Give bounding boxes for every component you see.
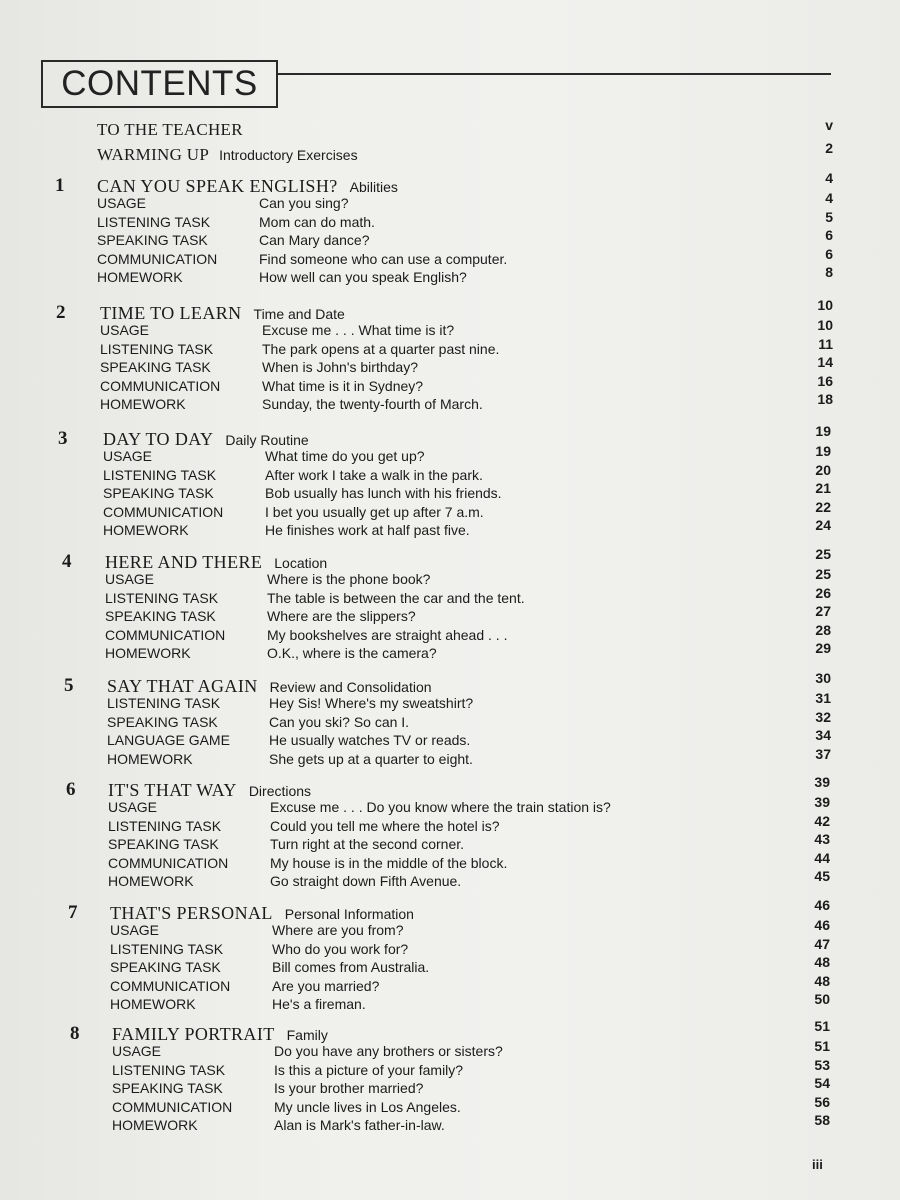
chapter-title	[100, 303, 345, 324]
lesson-description: My bookshelves are straight ahead . . .	[267, 626, 508, 643]
chapter-title	[105, 552, 327, 573]
lesson-description: He's a fireman.	[272, 996, 366, 1013]
lesson-section: HOMEWORK	[100, 396, 186, 413]
chapter-topic: Directions	[248, 783, 312, 799]
lesson-section: COMMUNICATION	[108, 854, 229, 871]
lesson-section: HOMEWORK	[105, 645, 191, 662]
chapter-title	[110, 903, 414, 924]
chapter-number: 1	[55, 175, 65, 196]
lesson-description: Bill comes from Australia.	[272, 959, 430, 976]
front-entry-warming-up	[97, 145, 358, 165]
page-number: 8	[825, 264, 833, 281]
lesson-section: COMMUNICATION	[110, 977, 231, 994]
lesson-section: LISTENING TASK	[112, 1061, 226, 1078]
chapter-number: 4	[62, 551, 72, 572]
page-number: 4	[825, 170, 833, 186]
page-number: 14	[817, 354, 833, 371]
chapter-name: FAMILY PORTRAIT	[112, 1024, 275, 1044]
page-number: 20	[815, 461, 831, 478]
lesson-section: LISTENING TASK	[110, 940, 224, 957]
chapter-number: 3	[58, 428, 68, 449]
lesson-section: USAGE	[108, 799, 158, 815]
lesson-description: Hey Sis! Where's my sweatshirt?	[269, 695, 474, 711]
page-number: 24	[815, 517, 831, 534]
lesson-description: Where is the phone book?	[267, 571, 431, 587]
page-number: 46	[814, 917, 830, 933]
chapter-topic: Location	[274, 555, 328, 571]
lesson-description: Is this a picture of your family?	[274, 1061, 464, 1078]
page-number: 6	[825, 227, 833, 244]
page-number: 45	[814, 868, 830, 885]
page-number: v	[825, 117, 833, 133]
page-number: 11	[818, 335, 833, 352]
lesson-description: The park opens at a quarter past nine.	[262, 340, 500, 357]
page-number: 48	[814, 972, 830, 989]
lesson-description: How well can you speak English?	[259, 269, 467, 286]
chapter-title	[97, 176, 398, 197]
chapter-name: SAY THAT AGAIN	[107, 676, 258, 696]
page-number: 29	[815, 640, 831, 657]
lesson-section: LISTENING TASK	[108, 817, 222, 834]
lesson-description: My uncle lives in Los Angeles.	[274, 1098, 461, 1115]
page-number: 44	[814, 849, 830, 866]
lesson-section: SPEAKING TASK	[105, 608, 216, 625]
lesson-description: Sunday, the twenty-fourth of March.	[262, 396, 483, 413]
lesson-section: LISTENING TASK	[107, 695, 221, 711]
lesson-description: The table is between the car and the tent.	[267, 589, 525, 606]
lesson-section: HOMEWORK	[97, 269, 183, 286]
page-number: 34	[815, 727, 831, 744]
page-number: 46	[814, 897, 830, 913]
lesson-description: Can you ski? So can I.	[269, 713, 410, 730]
chapter-topic: Review and Consolidation	[269, 679, 432, 695]
lesson-description: What time is it in Sydney?	[262, 377, 424, 394]
page-number: 37	[815, 745, 831, 762]
page-number: 51	[814, 1038, 830, 1054]
page-number: 51	[814, 1018, 830, 1034]
lesson-section: COMMUNICATION	[100, 377, 221, 394]
folio-page-number: iii	[812, 1157, 823, 1172]
chapter-number: 7	[68, 902, 78, 923]
lesson-section: COMMUNICATION	[103, 503, 224, 520]
chapter-name: THAT'S PERSONAL	[110, 903, 273, 923]
page-number: 47	[814, 935, 830, 952]
lesson-description: Can Mary dance?	[259, 232, 370, 249]
page-number: 28	[815, 621, 831, 638]
chapter-number: 6	[66, 779, 76, 800]
page-number: 27	[815, 603, 831, 620]
page-number: 43	[814, 831, 830, 848]
chapter-number: 2	[56, 302, 66, 323]
lesson-section: SPEAKING TASK	[97, 232, 208, 249]
chapter-title	[107, 676, 432, 697]
chapter-number: 5	[64, 675, 74, 696]
lesson-description: Do you have any brothers or sisters?	[274, 1043, 503, 1059]
chapter-topic: Family	[286, 1027, 328, 1043]
lesson-description: He usually watches TV or reads.	[269, 732, 471, 749]
front-title: WARMING UP	[97, 145, 210, 164]
lesson-description: Bob usually has lunch with his friends.	[265, 485, 502, 502]
page-number: 31	[815, 690, 831, 706]
page-number: 53	[814, 1056, 830, 1073]
page-number: 25	[815, 546, 831, 562]
chapter-name: CAN YOU SPEAK ENGLISH?	[97, 176, 338, 196]
lesson-description: She gets up at a quarter to eight.	[269, 750, 473, 767]
lesson-description: Where are the slippers?	[267, 608, 416, 625]
lesson-section: SPEAKING TASK	[107, 713, 218, 730]
lesson-description: Go straight down Fifth Avenue.	[270, 873, 462, 890]
page-number: 19	[815, 443, 831, 459]
lesson-description: Are you married?	[272, 977, 380, 994]
lesson-section: LANGUAGE GAME	[107, 732, 230, 749]
page-number: 4	[825, 190, 833, 206]
front-subtitle: Introductory Exercises	[219, 147, 358, 163]
page-number: 30	[815, 670, 831, 686]
lesson-description: I bet you usually get up after 7 a.m.	[265, 503, 484, 520]
page-number: 10	[817, 317, 833, 333]
lesson-description: My house is in the middle of the block.	[270, 854, 508, 871]
lesson-section: HOMEWORK	[108, 873, 194, 890]
lesson-section: COMMUNICATION	[105, 626, 226, 643]
chapter-name: TIME TO LEARN	[100, 303, 242, 323]
chapter-topic: Time and Date	[253, 306, 345, 322]
lesson-description: After work I take a walk in the park.	[265, 466, 483, 483]
lesson-description: Can you sing?	[259, 195, 349, 211]
chapter-topic: Daily Routine	[225, 432, 309, 448]
page-number: 18	[817, 391, 833, 408]
lesson-section: SPEAKING TASK	[112, 1080, 223, 1097]
lesson-section: LISTENING TASK	[103, 466, 217, 483]
page-number: 22	[815, 498, 831, 515]
lesson-description: What time do you get up?	[265, 448, 425, 464]
chapter-name: HERE AND THERE	[105, 552, 263, 572]
lesson-description: Who do you work for?	[272, 940, 409, 957]
lesson-section: USAGE	[103, 448, 153, 464]
page-number: 50	[814, 991, 830, 1008]
lesson-description: Mom can do math.	[259, 213, 375, 230]
page-number: 2	[825, 140, 833, 156]
page-number: 54	[814, 1075, 830, 1092]
lesson-section: HOMEWORK	[110, 996, 196, 1013]
chapter-number: 8	[70, 1023, 80, 1044]
page-number: 39	[814, 774, 830, 790]
chapter-name: DAY TO DAY	[103, 429, 214, 449]
lesson-section: SPEAKING TASK	[103, 485, 214, 502]
lesson-section: USAGE	[112, 1043, 162, 1059]
page-number: 39	[814, 794, 830, 810]
lesson-description: Is your brother married?	[274, 1080, 424, 1097]
lesson-description: He finishes work at half past five.	[265, 522, 470, 539]
page-number: 48	[814, 954, 830, 971]
chapter-topic: Personal Information	[284, 906, 414, 922]
lesson-section: COMMUNICATION	[112, 1098, 233, 1115]
chapter-title	[108, 780, 311, 801]
lesson-section: USAGE	[110, 922, 160, 938]
page-number: 10	[817, 297, 833, 313]
lesson-description: Turn right at the second corner.	[270, 836, 465, 853]
page-number: 21	[815, 480, 831, 497]
front-title: TO THE TEACHER	[97, 120, 243, 139]
lesson-description: Find someone who can use a computer.	[259, 250, 508, 267]
lesson-description: Where are you from?	[272, 922, 404, 938]
page-number: 6	[825, 245, 833, 262]
lesson-description: When is John's birthday?	[262, 359, 418, 376]
chapter-topic: Abilities	[349, 179, 398, 195]
lesson-section: LISTENING TASK	[97, 213, 211, 230]
lesson-section: SPEAKING TASK	[110, 959, 221, 976]
lesson-section: USAGE	[97, 195, 147, 211]
lesson-section: SPEAKING TASK	[100, 359, 211, 376]
page-number: 32	[815, 708, 831, 725]
title-rule	[278, 73, 831, 75]
page-number: 19	[815, 423, 831, 439]
lesson-section: SPEAKING TASK	[108, 836, 219, 853]
lesson-section: LISTENING TASK	[100, 340, 214, 357]
lesson-section: HOMEWORK	[107, 750, 193, 767]
lesson-description: Excuse me . . . Do you know where the train station is?	[270, 799, 611, 815]
lesson-section: HOMEWORK	[112, 1117, 198, 1134]
front-entry-teacher	[97, 120, 243, 140]
lesson-description: Could you tell me where the hotel is?	[270, 817, 500, 834]
lesson-section: USAGE	[105, 571, 155, 587]
page-number: 16	[817, 372, 833, 389]
lesson-description: Alan is Mark's father-in-law.	[274, 1117, 445, 1134]
page-number: 58	[814, 1112, 830, 1129]
lesson-section: COMMUNICATION	[97, 250, 218, 267]
chapter-name: IT'S THAT WAY	[108, 780, 237, 800]
chapter-title	[112, 1024, 328, 1045]
page-number: 26	[815, 584, 831, 601]
lesson-section: HOMEWORK	[103, 522, 189, 539]
page-number: 25	[815, 566, 831, 582]
chapter-title	[103, 429, 309, 450]
contents-title: CONTENTS	[41, 60, 278, 108]
page-number: 56	[814, 1093, 830, 1110]
page-number: 5	[825, 208, 833, 225]
lesson-section: USAGE	[100, 322, 150, 338]
page-number: 42	[814, 812, 830, 829]
lesson-description: O.K., where is the camera?	[267, 645, 437, 662]
lesson-description: Excuse me . . . What time is it?	[262, 322, 455, 338]
lesson-section: LISTENING TASK	[105, 589, 219, 606]
